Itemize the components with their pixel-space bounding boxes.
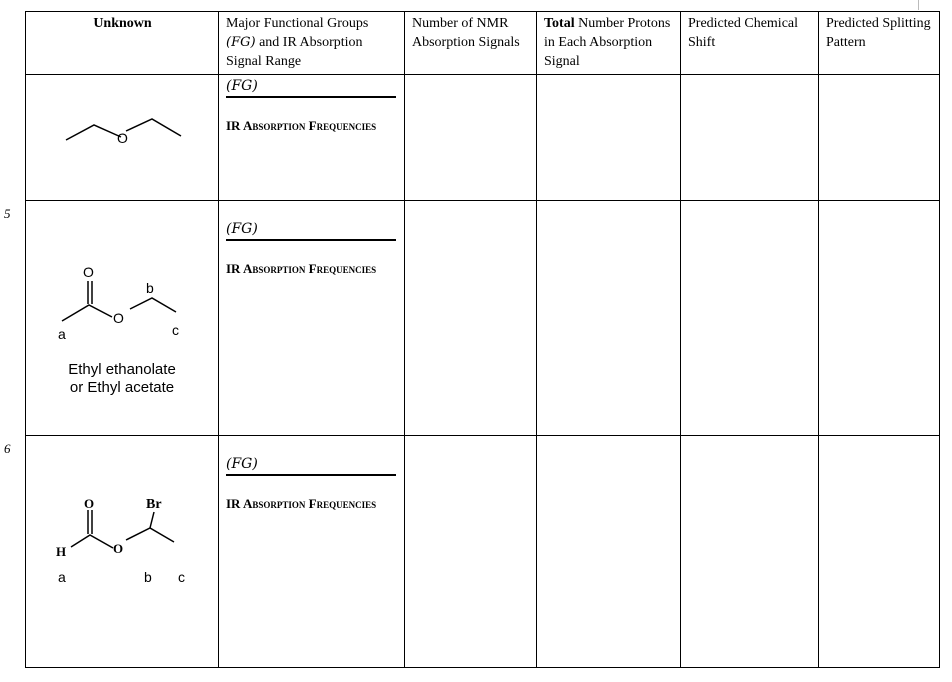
label-b: b <box>144 569 152 585</box>
protons-cell[interactable] <box>537 436 681 668</box>
header-functional-groups <box>219 12 405 75</box>
row-ethyl-acetate <box>26 201 940 436</box>
header-splitting-pattern: Predicted Splitting Pattern <box>819 12 940 75</box>
atom-h: H <box>56 544 67 559</box>
ir-label: IR Absorption Frequencies <box>226 496 377 511</box>
atom-o: O <box>117 130 128 146</box>
compound-name-line2: or Ethyl acetate <box>69 379 175 396</box>
atom-o-carbonyl: O <box>83 264 94 280</box>
worksheet-table <box>25 11 940 668</box>
structure-bromoethyl-formate <box>26 436 218 596</box>
label-c: c <box>178 569 185 585</box>
header-chemical-shift: Predicted Chemical Shift <box>681 12 819 75</box>
page-margin-mark <box>918 0 919 10</box>
fg-label: (FG) <box>226 456 396 476</box>
label-a: a <box>58 569 66 585</box>
header-row <box>26 12 940 75</box>
shift-cell[interactable] <box>681 75 819 201</box>
label-a: a <box>58 326 66 342</box>
row-number-6: 6 <box>4 441 11 456</box>
nmr-cell[interactable] <box>405 75 537 201</box>
shift-cell[interactable] <box>681 201 819 436</box>
row-diethyl-ether <box>26 75 940 201</box>
structure-diethyl-ether <box>26 75 218 199</box>
atom-br: Br <box>146 497 162 512</box>
split-cell[interactable] <box>819 436 940 668</box>
structure-ethyl-acetate <box>26 201 218 361</box>
header-fg-line1: Major Functional Groups <box>226 16 369 31</box>
shift-cell[interactable] <box>681 436 819 668</box>
compound-name-line1: Ethyl ethanolate <box>68 361 176 378</box>
unknown-cell <box>26 75 219 201</box>
header-fg-line3: Signal Range <box>226 54 302 69</box>
header-fg-italic: (FG) <box>226 35 256 50</box>
label-b: b <box>146 280 154 296</box>
nmr-cell[interactable] <box>405 201 537 436</box>
label-c: c <box>172 322 179 338</box>
row-number-5: 5 <box>4 206 11 221</box>
header-protons-bold: Total <box>544 16 575 31</box>
atom-o-ester: O <box>113 310 124 326</box>
fg-cell <box>219 201 405 436</box>
nmr-cell[interactable] <box>405 436 537 668</box>
header-nmr-signals: Number of NMR Absorption Signals <box>405 12 537 75</box>
ir-label: IR Absorption Frequencies <box>226 261 377 276</box>
header-total-protons <box>537 12 681 75</box>
fg-label: (FG) <box>226 221 396 241</box>
header-unknown: Unknown <box>26 12 219 75</box>
unknown-cell <box>26 201 219 436</box>
header-fg-line2: and IR Absorption <box>255 35 363 50</box>
split-cell[interactable] <box>819 75 940 201</box>
fg-cell <box>219 436 405 668</box>
header-protons-rest: Number Protons in Each Absorption Signal <box>544 16 671 69</box>
protons-cell[interactable] <box>537 75 681 201</box>
fg-cell <box>219 75 405 201</box>
protons-cell[interactable] <box>537 201 681 436</box>
unknown-cell <box>26 436 219 668</box>
atom-o-carbonyl: O <box>84 496 95 511</box>
atom-o-ester: O <box>113 541 124 556</box>
ir-label: IR Absorption Frequencies <box>226 118 377 133</box>
fg-label: (FG) <box>226 78 396 98</box>
row-bromoethyl-formate <box>26 436 940 668</box>
compound-name <box>26 361 218 397</box>
split-cell[interactable] <box>819 201 940 436</box>
